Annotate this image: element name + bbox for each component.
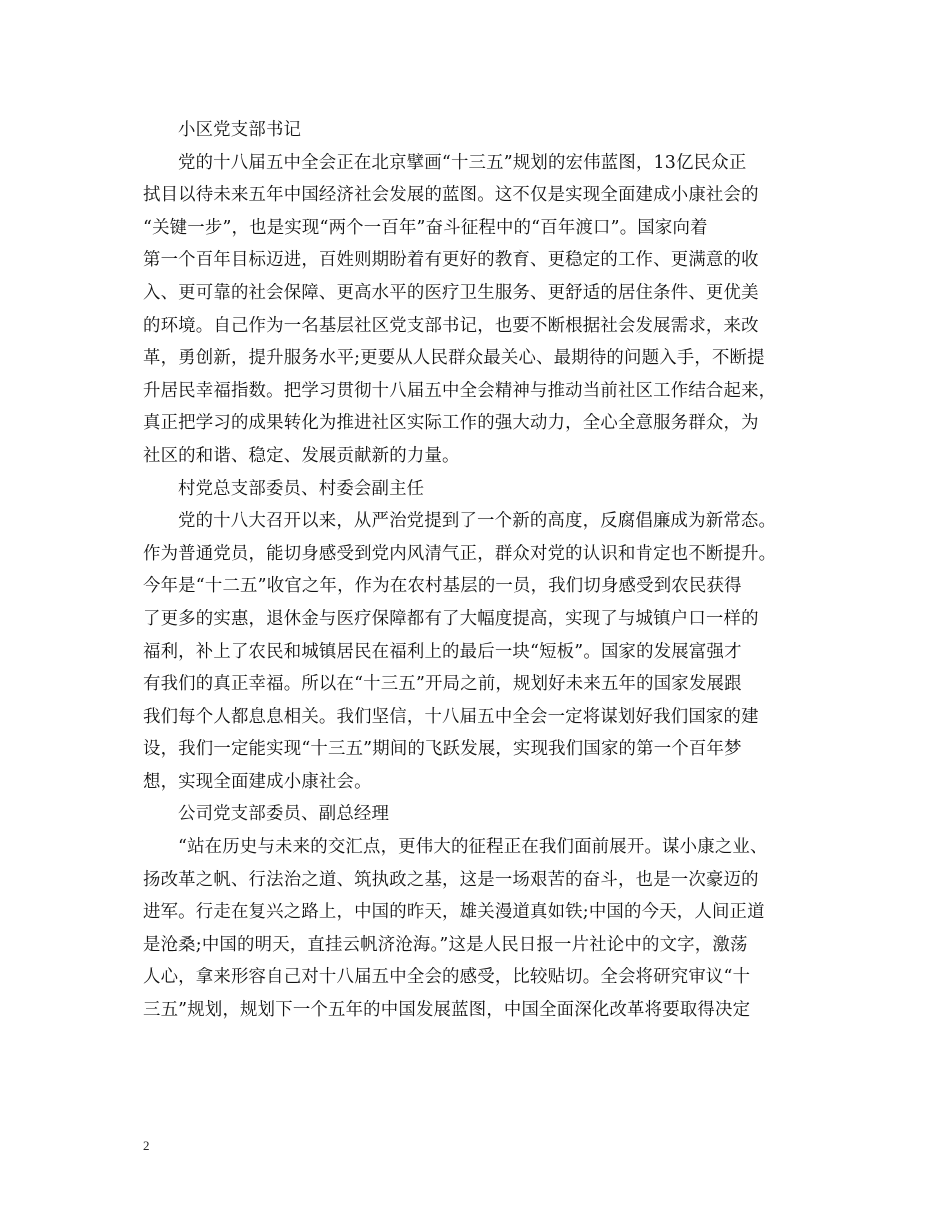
paragraph-line: 入、更可靠的社会保障、更高水平的医疗卫生服务、更舒适的居住条件、更优美 <box>143 282 759 303</box>
paragraph-line: 真正把学习的成果转化为推进社区实际工作的强大动力，全心全意服务群众，为 <box>143 413 759 434</box>
paragraph-line: 想，实现全面建成小康社会。 <box>143 771 372 792</box>
paragraph-line: 党的十八大召开以来，从严治党提到了一个新的高度，反腐倡廉成为新常态。 <box>178 511 777 532</box>
paragraph-line: 人心，拿来形容自己对十八届五中全会的感受，比较贴切。全会将研究审议“十 <box>143 967 751 988</box>
paragraph-line: 升居民幸福指数。把学习贯彻十八届五中全会精神与推动当前社区工作结合起来， <box>143 380 777 401</box>
paragraph-line: 党的十八届五中全会正在北京擘画“十三五”规划的宏伟蓝图，13亿民众正 <box>178 152 747 173</box>
paragraph-line: 的环境。自己作为一名基层社区党支部书记，也要不断根据社会发展需求，来改 <box>143 315 759 336</box>
paragraph-line: 社区的和谐、稳定、发展贡献新的力量。 <box>143 445 460 466</box>
paragraph-line: 今年是“十二五”收官之年，作为在农村基层的一员，我们切身感受到农民获得 <box>143 576 742 597</box>
section-heading: 村党总支部委员、村委会副主任 <box>178 478 425 499</box>
paragraph-line: 扬改革之帆、行法治之道、筑执政之基，这是一场艰苦的奋斗，也是一次豪迈的 <box>143 869 759 890</box>
paragraph-line: 作为普通党员，能切身感受到党内风清气正，群众对党的认识和肯定也不断提升。 <box>143 543 777 564</box>
section-heading: 公司党支部委员、副总经理 <box>178 804 390 825</box>
paragraph-line: 拭目以待未来五年中国经济社会发展的蓝图。这不仅是实现全面建成小康社会的 <box>143 185 759 206</box>
paragraph-line: 是沧桑;中国的明天，直挂云帆济沧海。”这是人民日报一片社论中的文字，激荡 <box>143 934 748 955</box>
paragraph-line: 我们每个人都息息相关。我们坚信，十八届五中全会一定将谋划好我们国家的建 <box>143 706 759 727</box>
paragraph-line: 三五”规划，规划下一个五年的中国发展蓝图，中国全面深化改革将要取得决定 <box>143 1000 751 1021</box>
section-heading: 小区党支部书记 <box>178 120 302 140</box>
paragraph-line: “站在历史与未来的交汇点，更伟大的征程正在我们面前展开。谋小康之业、 <box>178 837 768 858</box>
paragraph-line: 有我们的真正幸福。所以在“十三五”开局之前，规划好未来五年的国家发展跟 <box>143 674 742 695</box>
paragraph-line: 第一个百年目标迈进，百姓则期盼着有更好的教育、更稳定的工作、更满意的收 <box>143 250 759 271</box>
paragraph-line: 进军。行走在复兴之路上，中国的昨天，雄关漫道真如铁;中国的今天，人间正道 <box>143 902 765 923</box>
paragraph-line: 了更多的实惠，退休金与医疗保障都有了大幅度提高，实现了与城镇户口一样的 <box>143 608 759 629</box>
page-number: 2 <box>143 1138 150 1153</box>
document-body <box>143 114 818 1027</box>
paragraph-line: 革，勇创新，提升服务水平;更要从人民群众最关心、最期待的问题入手，不断提 <box>143 348 765 369</box>
paragraph-line: 设，我们一定能实现“十三五”期间的飞跃发展，实现我们国家的第一个百年梦 <box>143 739 742 760</box>
paragraph-line: “关键一步”，也是实现“两个一百年”奋斗征程中的“百年渡口”。国家向着 <box>143 217 708 238</box>
paragraph-line: 福利，补上了农民和城镇居民在福利上的最后一块“短板”。国家的发展富强才 <box>143 641 742 662</box>
